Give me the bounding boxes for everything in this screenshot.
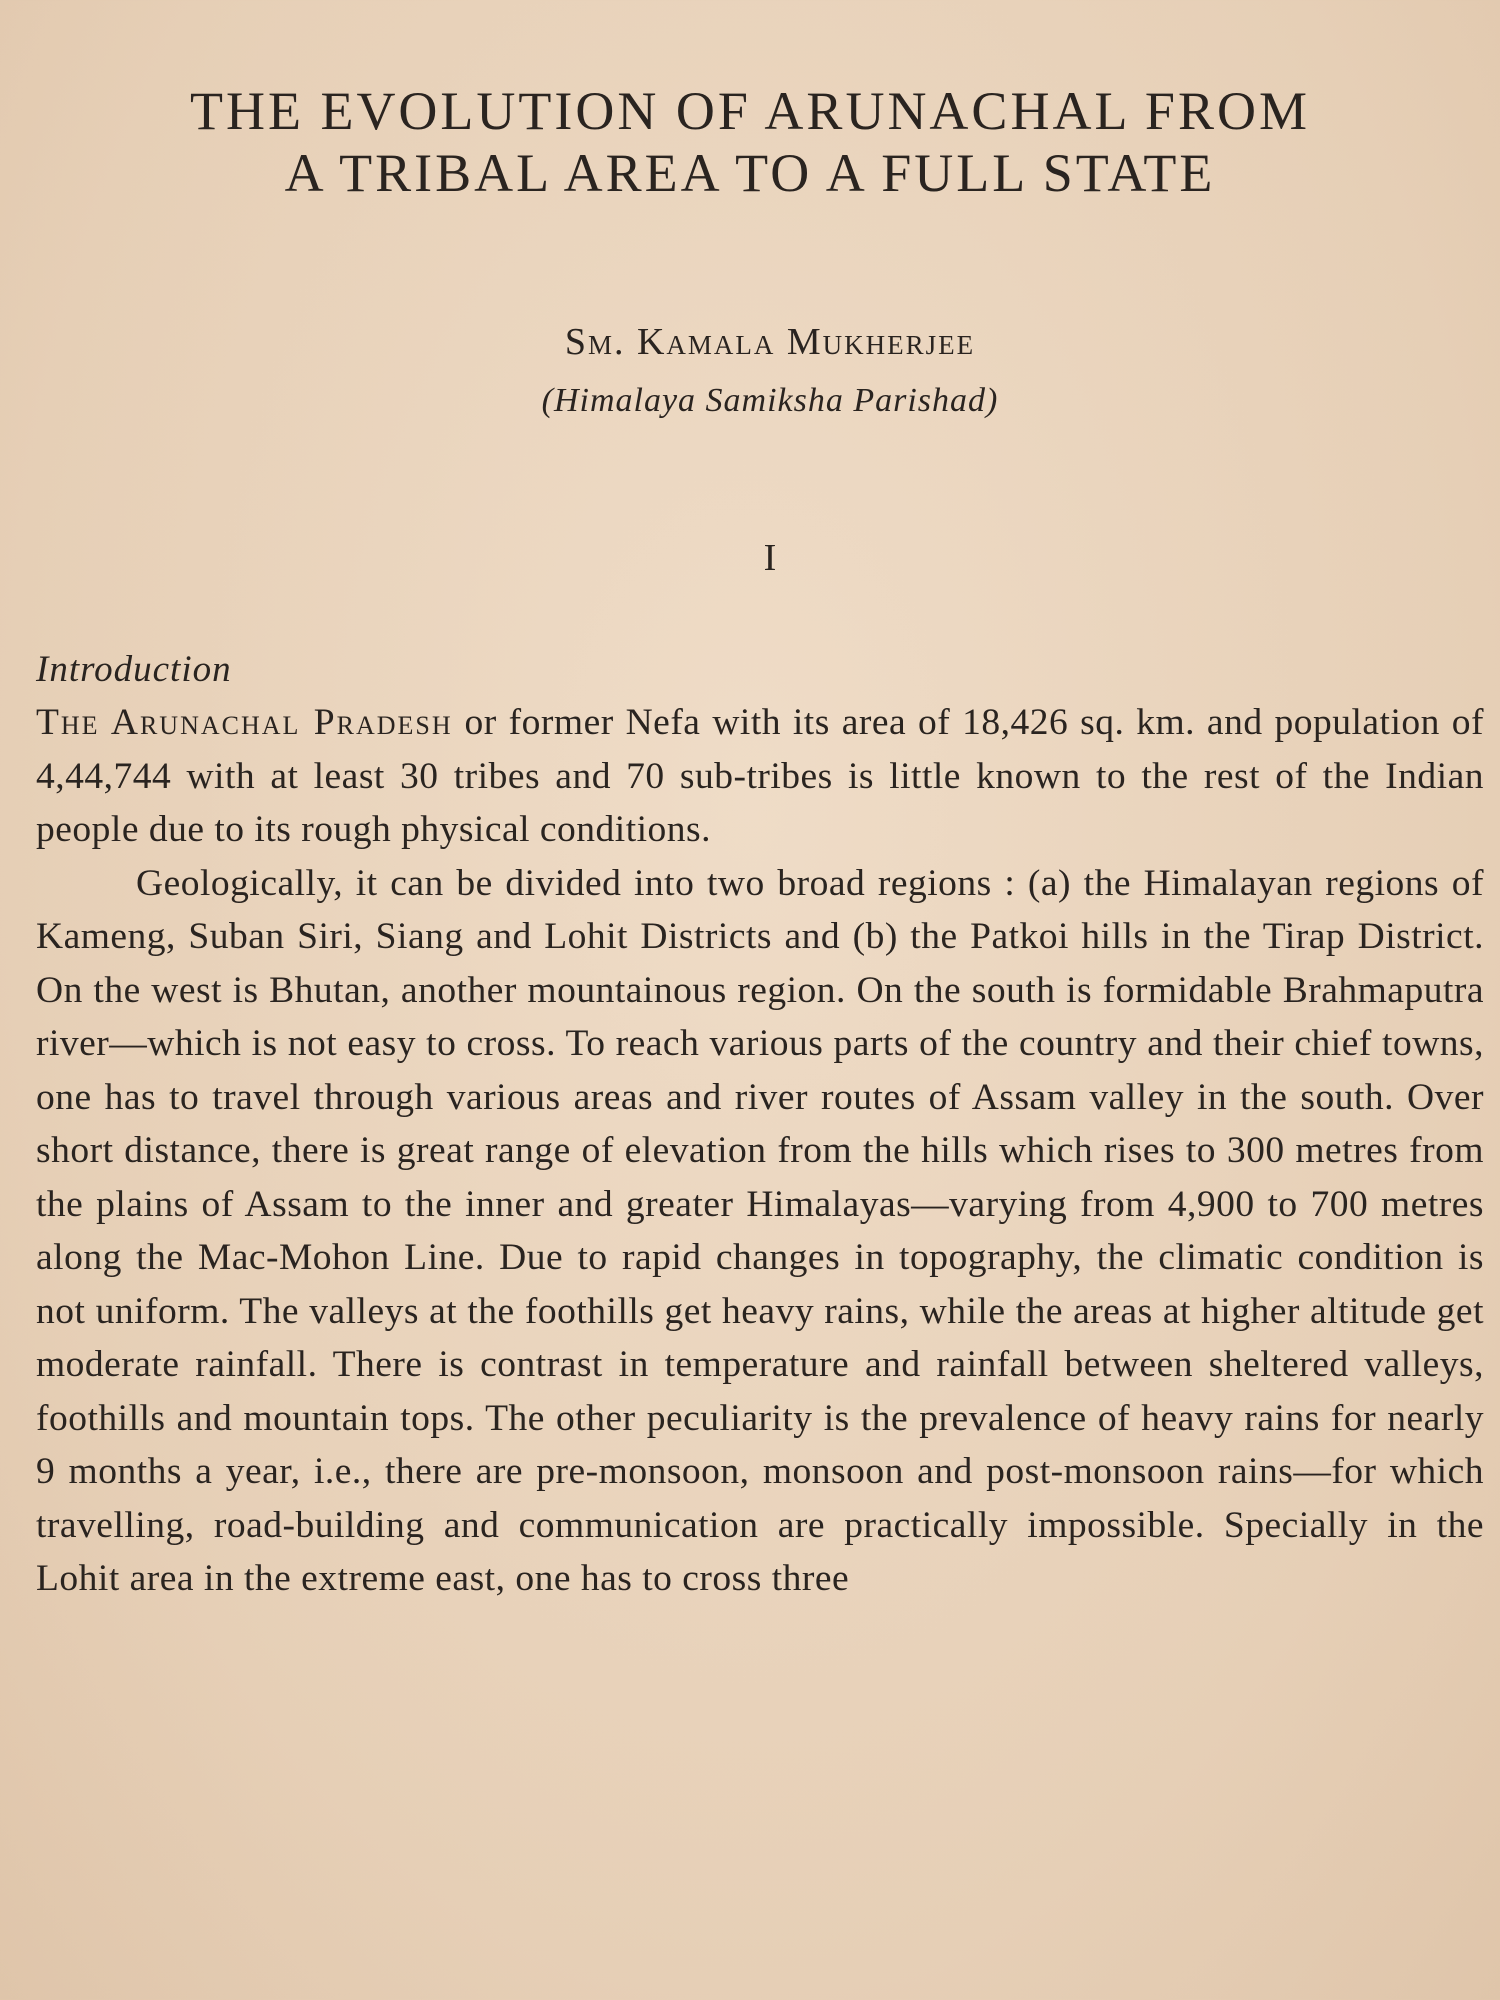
paragraph-1-text: or former Nefa with its area of 18,426 sq. km. and population of 4,44,744 with at least 30 tribes and 70 sub-tribes is little known to the rest of the Indian people due to its rough physical conditions.: [36, 702, 1484, 850]
author-name: Sm. Kamala Mukherjee: [564, 321, 976, 363]
paragraph-2: Geologically, it can be divided into two broad regions : (a) the Himalayan regions of Kameng, Suban Siri, Siang and Lohit Districts and (b) the Patkoi hills in the Tirap District. On the west is Bhutan, another mountainous region. On the south is formidable Brahmaputra river—which is not easy to cross. To reach various parts of the country and their chief towns, one has to travel through various areas and river routes of Assam valley in the south. Over short distance, there is great range of elevation from the hills which rises to 300 metres from the plains of Assam to the inner and greater Himalayas—varying from 4,900 to 700 metres along the Mac-Mohon Line. Due to rapid changes in topography, the climatic condition is not uniform. The valleys at the foothills get heavy rains, while the areas at higher altitude get moderate rainfall. There is contrast in temperature and rainfall between sheltered valleys, foothills and mountain tops. The other peculiarity is the prevalence of heavy rains for nearly 9 months a year, i.e., there are pre-monsoon, monsoon and post-monsoon rains—for which travelling, road-building and communication are practically impossible. Specially in the Lohit area in the extreme east, one has to cross three: [36, 862, 1484, 1599]
section-subheading: Introduction: [36, 649, 232, 690]
title-line-1: THE EVOLUTION OF ARUNACHAL FROM: [189, 81, 1310, 141]
paragraph-1: [36, 696, 1484, 857]
article-title: [60, 80, 1440, 204]
paragraph-1-lead: The Arunachal Pradesh: [36, 702, 453, 743]
section-number: I: [763, 537, 777, 579]
title-line-2: A TRIBAL AREA TO A FULL STATE: [284, 143, 1216, 203]
article-body: [36, 644, 1484, 1606]
author-affiliation: (Himalaya Samiksha Parishad): [541, 382, 999, 419]
